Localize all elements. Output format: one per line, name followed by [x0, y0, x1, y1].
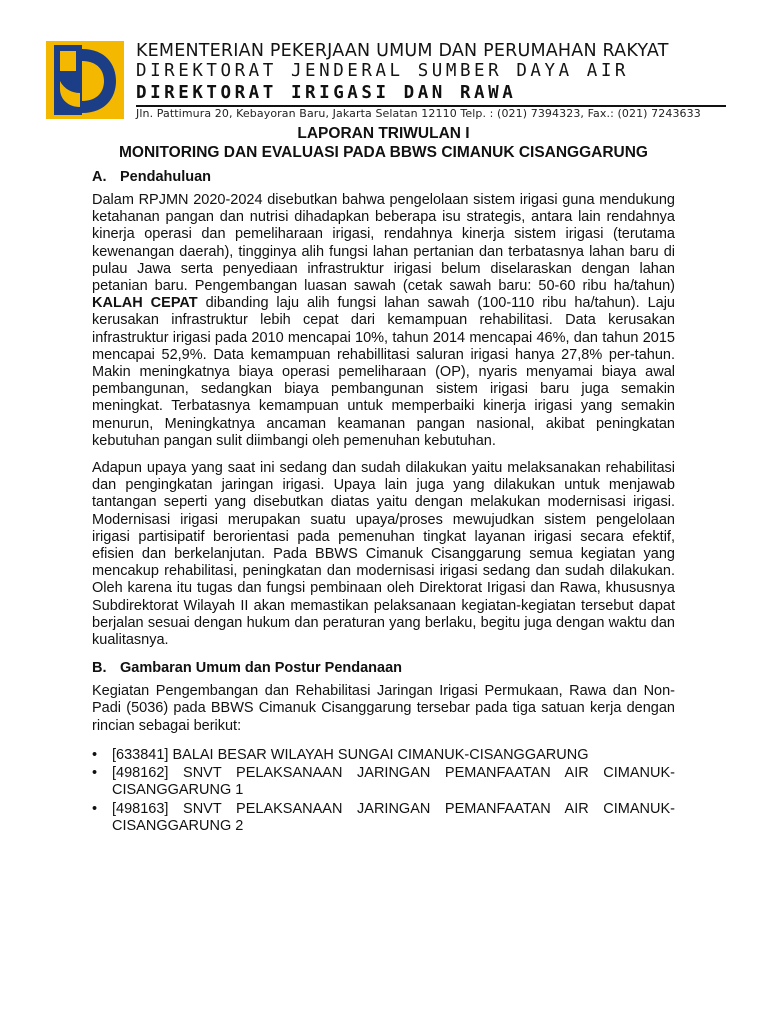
section-a-paragraph-2: Adapun upaya yang saat ini sedang dan sudah dilakukan yaitu melaksanakan rehabilitasi dan pengingkatan jaringan irigasi. Upaya lain juga yang dilakukan untuk menjawab tantangan seperti yang disebutkan diatas yaitu dengan melakukan modernisasi irigasi. Modernisasi irigasi merupakan suatu upaya/proses mewujudkan sistem pengelolaan irigasi partisipatif berorientasi pada pemenuhan tingkat layanan irigasi secara efektif, efisien dan berkelanjutan. Pada BBWS Cimanuk Cisanggarung semua kegiatan yang mencakup rehabilitasi, peningkatan dan modernisasi irigasi sedang dan sudah dilakukan. Oleh karena itu tugas dan fungsi pembinaan oleh Direktorat Irigasi dan Rawa, khususnya Subdirektorat Wilayah II akan memastikan pelaksanaan kegiatan-kegiatan tersebut dapat berjalan sesuai dengan hukum dan peraturan yang berlaku, begitu juga dengan waktu dan kualitasnya.	[92, 460, 675, 649]
paragraph-text: Dalam RPJMN 2020-2024 disebutkan bahwa pengelolaan sistem irigasi guna mendukung ketahanan pangan dan nutrisi dihadapkan beberapa isu strategis, antara lain rendahnya kinerja operasi dan pemeliharaan irigasi, rendahnya kinerja sistem irigasi (terutama kewenangan daerah), tingginya alih fungsi lahan pertanian dan terbatasnya lahan baru di pulau Jawa serta penyediaan infrastruktur irigasi belum diselaraskan dengan lahan petanian baru. Pengembangan luasan sawah (cetak sawah baru: 50-60 ribu ha/tahun)	[92, 192, 675, 295]
section-a-number: A.	[92, 169, 107, 185]
bullet-icon: •	[92, 746, 98, 763]
letterhead	[46, 41, 726, 119]
section-b-paragraph-1: Kegiatan Pengembangan dan Rehabilitasi Jaringan Irigasi Permukaan, Rawa dan Non-Padi (5036) pada BBWS Cimanuk Cisanggarung tersebar pada tiga satuan kerja dengan rincian sebagai berikut:	[92, 683, 675, 734]
section-a-title: Pendahuluan	[120, 169, 212, 185]
section-b-number: B.	[92, 660, 107, 677]
list-item	[92, 747, 675, 764]
ministry-name: KEMENTERIAN PEKERJAAN UMUM DAN PERUMAHAN RAKYAT	[136, 41, 669, 61]
list-item	[92, 765, 675, 799]
section-a-paragraph-1	[92, 192, 675, 450]
section-a-heading	[92, 168, 675, 186]
section-b-title: Gambaran Umum dan Postur Pendanaan	[120, 660, 403, 677]
document-body	[92, 124, 675, 836]
directorate-name: DIREKTORAT IRIGASI DAN RAWA	[136, 83, 517, 103]
list-item-text: [498162] SNVT PELAKSANAAN JARINGAN PEMANFAATAN AIR CIMANUK-CISANGGARUNG 1	[112, 765, 675, 799]
bullet-icon: •	[92, 800, 98, 817]
pupr-logo-icon	[46, 41, 124, 119]
letterhead-address: Jln. Pattimura 20, Kebayoran Baru, Jakarta Selatan 12110 Telp. : (021) 7394323, Fax.: (021) 7243633	[136, 107, 701, 120]
emphasis-text: KALAH CEPAT	[92, 295, 198, 312]
section-b-heading	[92, 659, 675, 677]
list-item-text: [633841] BALAI BESAR WILAYAH SUNGAI CIMANUK-CISANGGARUNG	[112, 746, 589, 763]
list-item-text: [498163] SNVT PELAKSANAAN JARINGAN PEMANFAATAN AIR CIMANUK-CISANGGARUNG 2	[112, 800, 675, 834]
work-unit-list	[92, 747, 675, 835]
bullet-icon: •	[92, 765, 98, 782]
list-item	[92, 801, 675, 835]
report-title: LAPORAN TRIWULAN I	[297, 125, 470, 142]
directorate-general-name: DIREKTORAT JENDERAL SUMBER DAYA AIR	[136, 61, 630, 81]
paragraph-text: dibanding laju alih fungsi lahan sawah (100-110 ribu ha/tahun). Laju kerusakan infrastruktur lebih cepat dari kemampuan rehabilitasi. Data kerusakan infrastruktur irigasi pada 2010 mencapai 10%, tahun 2014 mencapai 46%, dan tahun 2015 mencapai 52,9%. Data kemampuan rehabillitasi saluran irigasi hanya 27,8% per-tahun. Makin meningkatnya biaya operasi pemeliharaan (OP), nyaris menyamai biaya awal pembangunan, sedangkan biaya pembangunan sistem irigasi baru juga semakin meningkat. Terbatasnya kemampuan untuk memperbaiki kinerja irigasi yang semakin menurun, Meningkatnya ancaman keamanan pangan nasional, akibat peningkatan kebutuhan pangan sulit diimbangi oleh pemenuhan kebutuhan.	[92, 295, 675, 449]
report-subtitle: MONITORING DAN EVALUASI PADA BBWS CIMANUK CISANGGARUNG	[118, 144, 648, 161]
letterhead-text	[136, 41, 728, 120]
